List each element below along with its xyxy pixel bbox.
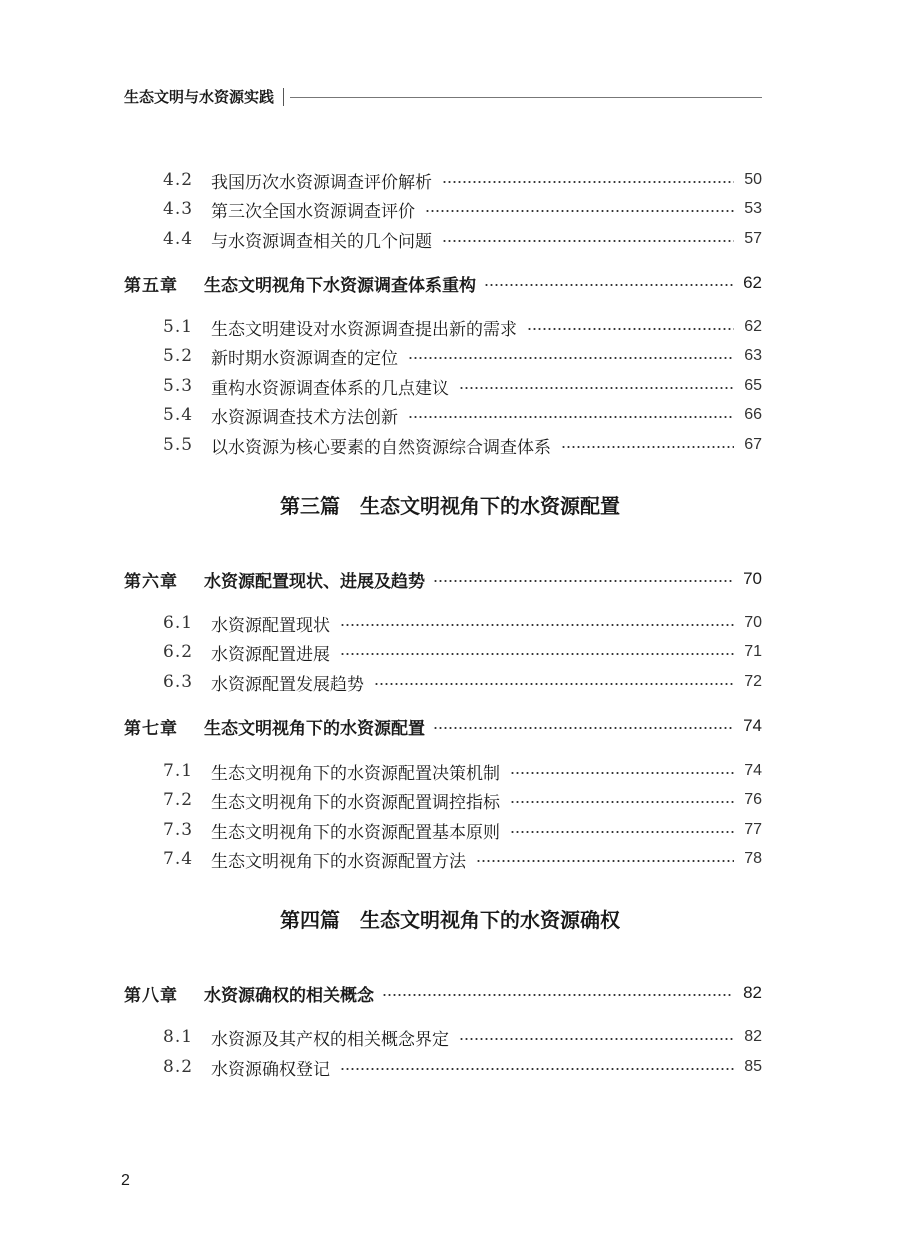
section-title: 我国历次水资源调查评价解析 <box>211 172 432 193</box>
dot-leader <box>459 387 734 389</box>
section-number: 5.4 <box>163 405 194 425</box>
chapter-title: 水资源确权的相关概念 <box>204 985 374 1005</box>
chapter-number: 第六章 <box>124 571 178 591</box>
toc-chapter-7[interactable] <box>124 711 762 741</box>
page-number: 74 <box>743 716 762 735</box>
section-number: 4.3 <box>163 199 194 219</box>
page-number: 82 <box>744 1028 762 1045</box>
dot-leader <box>510 772 734 774</box>
toc-entry-8-1[interactable] <box>124 1022 762 1052</box>
page-number: 77 <box>744 821 762 838</box>
dot-leader <box>374 683 734 685</box>
page-number: 62 <box>743 273 762 292</box>
dot-leader <box>510 801 734 803</box>
section-title: 水资源确权登记 <box>211 1059 330 1080</box>
toc-entry-8-2[interactable] <box>124 1052 762 1082</box>
page-number: 65 <box>744 377 762 394</box>
section-title: 与水资源调查相关的几个问题 <box>211 231 432 252</box>
page-number: 82 <box>743 983 762 1002</box>
chapter-title: 生态文明视角下的水资源配置 <box>204 718 425 738</box>
page-number: 66 <box>744 406 762 423</box>
toc-chapter-6[interactable] <box>124 564 762 594</box>
section-title: 水资源配置现状 <box>211 615 330 636</box>
dot-leader <box>484 284 733 286</box>
section-number: 5.2 <box>163 346 194 366</box>
chapter-number: 第七章 <box>124 718 178 738</box>
page-number: 70 <box>743 569 762 588</box>
page-number: 67 <box>744 436 762 453</box>
page-number: 76 <box>744 791 762 808</box>
toc-chapter-5[interactable] <box>124 268 762 298</box>
toc-entry-6-1[interactable] <box>124 608 762 638</box>
section-title: 重构水资源调查体系的几点建议 <box>211 378 449 399</box>
toc-entry-4-4[interactable] <box>124 224 762 254</box>
page-folio: 2 <box>121 1172 130 1189</box>
toc-entry-5-1[interactable] <box>124 312 762 342</box>
toc-entry-4-2[interactable] <box>124 165 762 195</box>
section-number: 8.1 <box>163 1027 194 1047</box>
page-number: 78 <box>744 850 762 867</box>
dot-leader <box>433 580 733 582</box>
toc-entry-7-3[interactable] <box>124 815 762 845</box>
section-number: 4.2 <box>163 170 194 190</box>
dot-leader <box>433 727 733 729</box>
section-number: 6.3 <box>163 672 194 692</box>
part-heading-4: 第四篇 生态文明视角下的水资源确权 <box>280 908 620 932</box>
section-title: 水资源及其产权的相关概念界定 <box>211 1029 449 1050</box>
section-number: 6.2 <box>163 642 194 662</box>
running-head <box>124 86 762 110</box>
section-number: 7.2 <box>163 790 194 810</box>
chapter-title: 水资源配置现状、进展及趋势 <box>204 571 425 591</box>
dot-leader <box>425 210 734 212</box>
part-heading-3: 第三篇 生态文明视角下的水资源配置 <box>280 494 620 518</box>
page-number: 63 <box>744 347 762 364</box>
section-title: 生态文明视角下的水资源配置决策机制 <box>211 763 500 784</box>
dot-leader <box>340 653 734 655</box>
section-title: 水资源调查技术方法创新 <box>211 407 398 428</box>
dot-leader <box>442 240 734 242</box>
section-title: 水资源配置进展 <box>211 644 330 665</box>
page-number: 74 <box>744 762 762 779</box>
chapter-number: 第八章 <box>124 985 178 1005</box>
running-head-title: 生态文明与水资源实践 <box>124 89 275 106</box>
toc-entry-7-1[interactable] <box>124 756 762 786</box>
toc-entry-5-4[interactable] <box>124 400 762 430</box>
dot-leader <box>561 446 734 448</box>
section-title: 生态文明视角下的水资源配置基本原则 <box>211 822 500 843</box>
dot-leader <box>510 831 734 833</box>
section-title: 第三次全国水资源调查评价 <box>211 201 415 222</box>
section-number: 5.5 <box>163 435 194 455</box>
section-title: 生态文明视角下的水资源配置调控指标 <box>211 792 500 813</box>
toc-entry-7-4[interactable] <box>124 844 762 874</box>
running-head-divider <box>283 88 284 106</box>
section-number: 7.4 <box>163 849 194 869</box>
dot-leader <box>408 416 734 418</box>
section-title: 生态文明建设对水资源调查提出新的需求 <box>211 319 517 340</box>
toc-entry-4-3[interactable] <box>124 194 762 224</box>
chapter-number: 第五章 <box>124 275 178 295</box>
chapter-title: 生态文明视角下水资源调查体系重构 <box>204 275 476 295</box>
toc-entry-7-2[interactable] <box>124 785 762 815</box>
toc-entry-6-2[interactable] <box>124 637 762 667</box>
dot-leader <box>340 624 734 626</box>
page-number: 53 <box>744 200 762 217</box>
section-number: 5.1 <box>163 317 194 337</box>
toc-entry-6-3[interactable] <box>124 667 762 697</box>
page-number: 85 <box>744 1058 762 1075</box>
dot-leader <box>382 994 733 996</box>
section-number: 5.3 <box>163 376 194 396</box>
page-number: 72 <box>744 673 762 690</box>
page-number: 50 <box>744 171 762 188</box>
toc-entry-5-2[interactable] <box>124 341 762 371</box>
section-title: 水资源配置发展趋势 <box>211 674 364 695</box>
page-number: 70 <box>744 614 762 631</box>
dot-leader <box>408 357 734 359</box>
page-number: 71 <box>744 643 762 660</box>
page-number: 57 <box>744 230 762 247</box>
section-title: 新时期水资源调查的定位 <box>211 348 398 369</box>
dot-leader <box>527 328 734 330</box>
section-title: 生态文明视角下的水资源配置方法 <box>211 851 466 872</box>
dot-leader <box>459 1038 734 1040</box>
section-number: 8.2 <box>163 1057 194 1077</box>
toc-entry-5-3[interactable] <box>124 371 762 401</box>
section-number: 6.1 <box>163 613 194 633</box>
section-number: 7.3 <box>163 820 194 840</box>
section-number: 7.1 <box>163 761 194 781</box>
page-number: 62 <box>744 318 762 335</box>
toc-chapter-8[interactable] <box>124 978 762 1008</box>
dot-leader <box>476 860 734 862</box>
section-title: 以水资源为核心要素的自然资源综合调查体系 <box>211 437 551 458</box>
dot-leader <box>442 181 734 183</box>
toc-entry-5-5[interactable] <box>124 430 762 460</box>
dot-leader <box>340 1068 734 1070</box>
section-number: 4.4 <box>163 229 194 249</box>
running-head-rule <box>290 97 762 98</box>
